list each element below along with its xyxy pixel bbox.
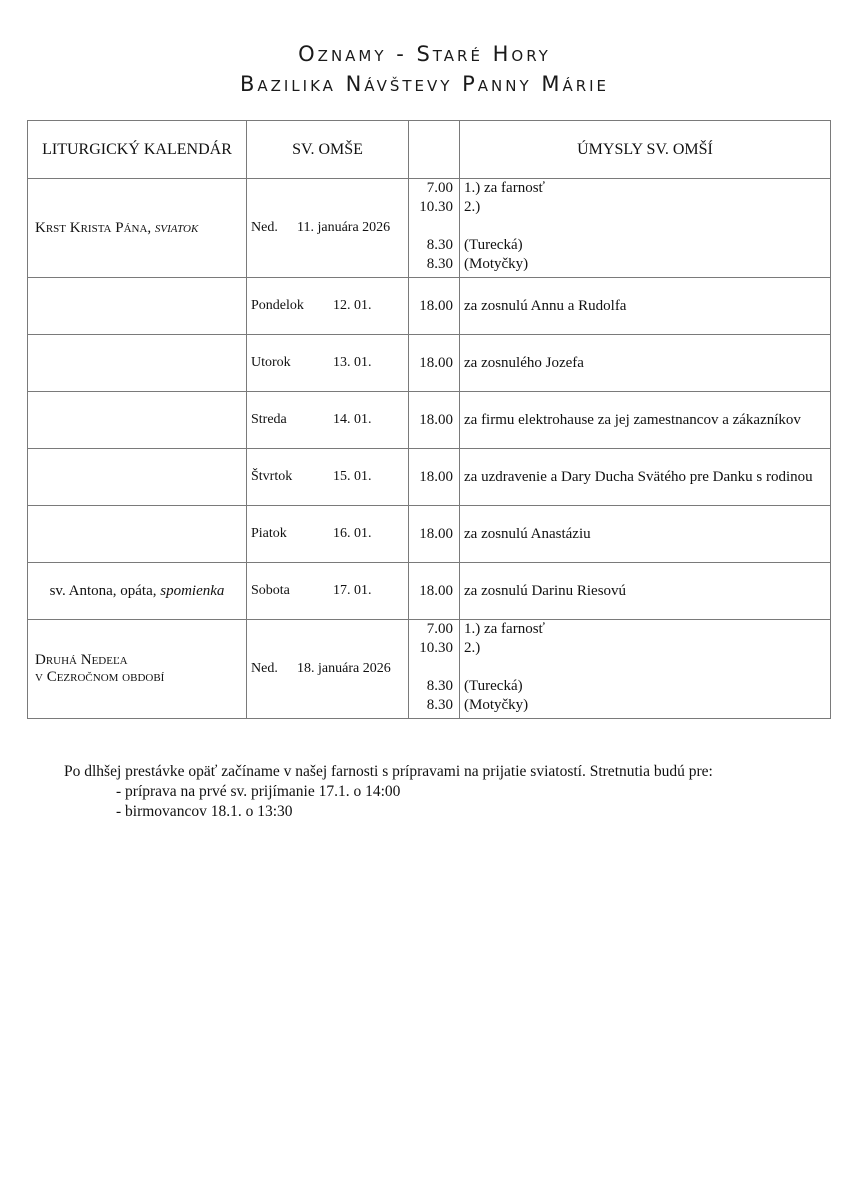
day-date: 15. 01. — [333, 469, 372, 484]
liturgy-cell — [28, 392, 247, 449]
mass-intention: za uzdravenie a Dary Ducha Svätého pre Danku s rodinou — [460, 449, 831, 506]
day-date: 12. 01. — [333, 298, 372, 313]
mass-time: 18.00 — [409, 335, 460, 392]
day-name: Streda — [251, 412, 287, 427]
mass-time: 18.00 — [409, 449, 460, 506]
times-cell — [409, 179, 460, 278]
day-name: Pondelok — [251, 298, 304, 313]
mass-time: 10.30 — [419, 199, 453, 215]
mass-intention: 2.) — [464, 640, 481, 656]
day-date: 16. 01. — [333, 526, 372, 541]
liturgy-cell — [28, 449, 247, 506]
column-header-time — [409, 121, 460, 179]
liturgy-name-line-1: Druhá Nedeľa — [35, 652, 128, 668]
table-header-row — [28, 121, 831, 179]
table-row-tuesday — [28, 335, 831, 392]
liturgy-rank: sviatok — [154, 219, 199, 236]
mass-intention: za firmu elektrohause za jej zamestnancov a zákazníkov — [460, 392, 831, 449]
mass-intention: (Motyčky) — [464, 256, 529, 272]
title-line-2: Bazilika Návštevy Panny Márie — [239, 72, 610, 96]
table-row-friday — [28, 506, 831, 563]
liturgy-rank: spomienka — [160, 582, 225, 599]
table-row-thursday — [28, 449, 831, 506]
liturgy-cell — [28, 506, 247, 563]
intentions-cell — [460, 620, 831, 719]
mass-time: 8.30 — [426, 256, 453, 272]
mass-time: 18.00 — [409, 278, 460, 335]
table-row-monday — [28, 278, 831, 335]
day-name: Ned. — [251, 661, 278, 676]
day-cell — [247, 392, 409, 449]
notice-item: - birmovancov 18.1. o 13:30 — [116, 803, 293, 820]
liturgy-cell — [28, 563, 247, 620]
day-cell — [247, 620, 409, 719]
day-name: Piatok — [251, 526, 287, 541]
liturgy-cell — [28, 278, 247, 335]
column-header-intentions: ÚMYSLY SV. OMŠÍ — [460, 121, 831, 179]
intentions-cell — [460, 179, 831, 278]
day-date: 11. januára 2026 — [297, 220, 391, 235]
table-row-wednesday — [28, 392, 831, 449]
mass-time: 18.00 — [409, 506, 460, 563]
notice-item: - príprava na prvé sv. prijímanie 17.1. o 14:00 — [116, 783, 401, 800]
day-name: Ned. — [251, 220, 278, 235]
title-line-1: Oznamy - Staré Hory — [298, 42, 551, 66]
times-cell — [409, 620, 460, 719]
day-cell — [247, 506, 409, 563]
mass-time: 8.30 — [426, 697, 453, 713]
mass-intention: za zosnulého Jozefa — [460, 335, 831, 392]
mass-intention: 2.) — [464, 199, 481, 215]
mass-schedule-table — [27, 120, 831, 719]
mass-time: 18.00 — [409, 563, 460, 620]
mass-intention: za zosnulú Anastáziu — [460, 506, 831, 563]
liturgy-cell: Krst Krista Pána, sviatok — [28, 179, 247, 278]
mass-time: 10.30 — [419, 640, 453, 656]
liturgy-name: sv. Antona, opáta, — [49, 582, 157, 599]
day-date: 17. 01. — [333, 583, 372, 598]
day-name: Utorok — [251, 355, 291, 370]
day-date: 14. 01. — [333, 412, 372, 427]
table-row-sunday-2 — [28, 620, 831, 719]
table-row-saturday — [28, 563, 831, 620]
day-date: 18. januára 2026 — [297, 661, 391, 676]
table-row-sunday-1 — [28, 179, 831, 278]
mass-intention: (Motyčky) — [464, 697, 529, 713]
day-cell — [247, 563, 409, 620]
notice-block — [64, 762, 713, 822]
liturgy-cell — [28, 620, 247, 719]
day-cell — [247, 449, 409, 506]
mass-intention: 1.) za farnosť — [464, 180, 545, 196]
mass-time: 8.30 — [426, 237, 453, 253]
mass-intention: 1.) za farnosť — [464, 621, 545, 637]
mass-intention: za zosnulú Darinu Riesovú — [460, 563, 831, 620]
liturgy-cell — [28, 335, 247, 392]
day-name: Štvrtok — [251, 469, 293, 484]
mass-time: 7.00 — [426, 180, 453, 196]
day-cell — [247, 179, 409, 278]
day-name: Sobota — [251, 583, 290, 598]
column-header-masses: SV. OMŠE — [247, 121, 409, 179]
mass-intention: za zosnulú Annu a Rudolfa — [460, 278, 831, 335]
mass-time: 18.00 — [409, 392, 460, 449]
liturgy-name: Krst Krista Pána — [35, 219, 148, 236]
mass-intention: (Turecká) — [464, 237, 523, 253]
day-cell — [247, 278, 409, 335]
column-header-liturgy: LITURGICKÝ KALENDÁR — [28, 121, 247, 179]
day-date: 13. 01. — [333, 355, 372, 370]
mass-time: 7.00 — [426, 621, 453, 637]
liturgy-name-line-2: v Cezročnom období — [35, 669, 165, 685]
day-cell — [247, 335, 409, 392]
notice-text: Po dlhšej prestávke opäť začíname v našej farnosti s prípravami na prijatie sviatostí. Stretnutia budú pre: — [64, 763, 713, 780]
mass-time: 8.30 — [426, 678, 453, 694]
mass-intention: (Turecká) — [464, 678, 523, 694]
